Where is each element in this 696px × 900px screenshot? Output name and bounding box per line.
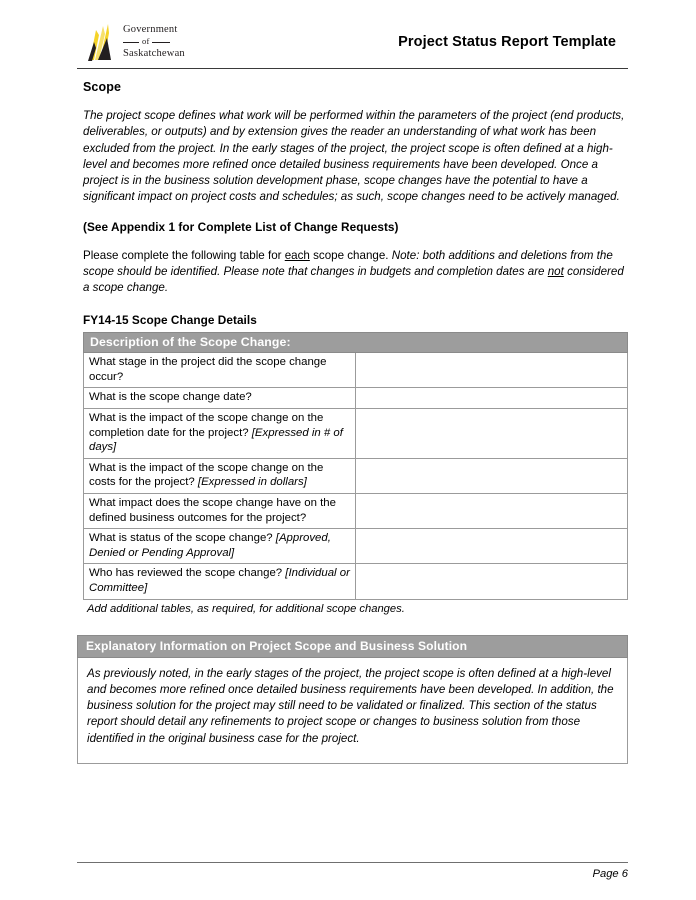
table-band-header: Description of the Scope Change:	[84, 332, 628, 353]
table-caption-fy14-15: FY14-15 Scope Change Details	[83, 312, 257, 327]
logo-line-government: Government	[123, 24, 178, 36]
question-cell	[84, 494, 356, 529]
explanatory-paragraph: As previously noted, in the early stages of the project, the project scope is often defined at a high-level and becomes more refined once detailed business requirements have been developed. In addition, the business solution for the project may still need to be validated or finalized. This section of the status report should detail any refinements to project scope or changes to business solution from those identified in the original business case for the project.	[87, 666, 614, 745]
government-logo-text	[123, 24, 185, 60]
explanatory-box-header: Explanatory Information on Project Scope and Business Solution	[77, 635, 628, 658]
instruction-underline-each: each	[284, 248, 310, 262]
question-text: Who has reviewed the scope change?	[89, 567, 286, 580]
page-title: Project Status Report Template	[398, 34, 616, 50]
answer-cell[interactable]	[356, 388, 628, 409]
question-text: What is the scope change date?	[89, 391, 252, 404]
table-row	[84, 564, 628, 599]
logo-line-saskatchewan: Saskatchewan	[123, 48, 185, 60]
appendix-reference-note: (See Appendix 1 for Complete List of Change Requests)	[83, 219, 399, 234]
saskatchewan-wheat-sheaf-logo-icon	[87, 22, 117, 62]
explanatory-box-body	[77, 658, 628, 764]
answer-cell[interactable]	[356, 409, 628, 459]
logo-rule-left	[123, 42, 139, 43]
instruction-italic-1: Note: both additions and deletions from the scope should be identified. Please note that changes in budgets and completion dates are	[83, 248, 613, 279]
table-footnote: Add additional tables, as required, for additional scope changes.	[87, 602, 405, 615]
table-row	[84, 529, 628, 564]
answer-cell[interactable]	[356, 494, 628, 529]
main-content	[83, 80, 628, 764]
question-cell	[84, 458, 356, 493]
instruction-part-2: scope change.	[309, 248, 392, 262]
question-cell	[84, 388, 356, 409]
explanatory-information-box	[77, 635, 628, 764]
question-hint: [Expressed in dollars]	[197, 476, 307, 489]
table-row	[84, 388, 628, 409]
question-text: What is the impact of the scope change on the costs for the project?	[89, 461, 324, 489]
section-heading-scope: Scope	[83, 80, 122, 94]
logo-rule-right	[152, 42, 170, 43]
table-row	[84, 458, 628, 493]
table-header-row	[84, 332, 628, 353]
answer-cell[interactable]	[356, 353, 628, 388]
question-text: What stage in the project did the scope change occur?	[89, 356, 327, 383]
answer-cell[interactable]	[356, 529, 628, 564]
instruction-paragraph	[83, 248, 628, 297]
table-row	[84, 409, 628, 459]
question-cell	[84, 564, 356, 599]
table-row	[84, 494, 628, 529]
instruction-part-1: Please complete the following table for	[83, 248, 285, 262]
question-cell	[84, 409, 356, 459]
table-row	[84, 353, 628, 388]
question-hint: [Approved, Denied or Pending Approval]	[89, 532, 331, 559]
footer-divider	[77, 862, 628, 863]
scope-change-details-table	[83, 332, 628, 600]
instruction-italic-2: considered a scope change.	[83, 265, 624, 295]
question-cell	[84, 353, 356, 388]
answer-cell[interactable]	[356, 564, 628, 599]
question-text: What is the impact of the scope change on the completion date for the project?	[89, 412, 324, 439]
question-text: What impact does the scope change have on the defined business outcomes for the project?	[89, 497, 336, 524]
question-hint: [Individual or Committee]	[89, 567, 350, 594]
answer-cell[interactable]	[356, 458, 628, 493]
instruction-underline-not: not	[547, 265, 564, 279]
logo-line-of	[123, 36, 185, 48]
question-hint: [Expressed in # of days]	[89, 426, 343, 454]
question-cell	[84, 529, 356, 564]
logo-of-text: of	[142, 36, 150, 47]
document-header	[77, 22, 628, 68]
header-divider	[77, 68, 628, 69]
government-logo	[87, 22, 185, 62]
page-number: Page 6	[592, 868, 628, 880]
question-text: What is status of the scope change?	[89, 532, 276, 545]
scope-intro-paragraph: The project scope defines what work will be performed within the parameters of the project (end products, deliverables, or outputs) and by extension gives the reader an understanding of what work has been excluded from the project. In the early stages of the project, the project scope is often defined at a high-level and becomes more refined once detailed business requirements have been developed. Once a project is in the business solution development phase, scope changes have the potential to have a significant impact on project costs and schedules; as such, scope changes need to be actively managed.	[83, 109, 625, 204]
